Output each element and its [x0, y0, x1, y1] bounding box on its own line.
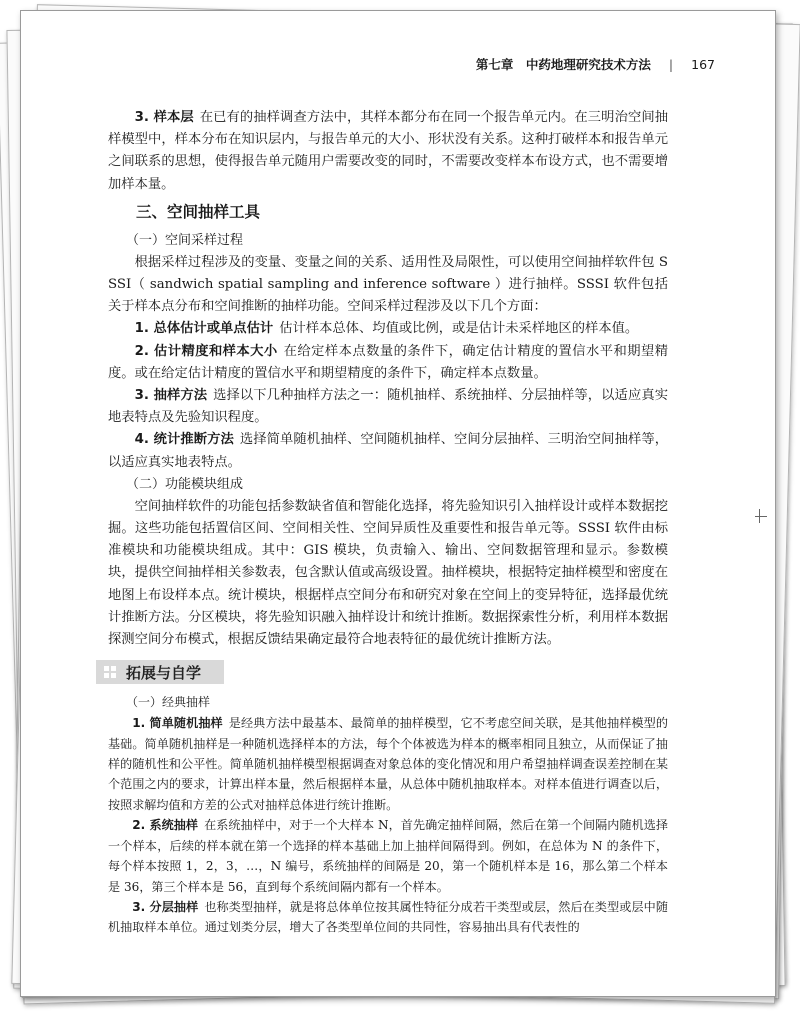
- item-label: 2. 系统抽样: [132, 818, 199, 833]
- header-divider: |: [668, 56, 674, 72]
- subsection-heading: （一）空间采样过程: [126, 232, 244, 248]
- list-item: [108, 341, 668, 385]
- list-item: [108, 815, 668, 897]
- item-label: 1. 总体估计或单点估计: [134, 321, 274, 337]
- list-item: [108, 429, 668, 473]
- book-page: [20, 10, 776, 997]
- item-text: 估计样本总体、均值或比例，或是估计未采样地区的样本值。: [279, 321, 639, 337]
- classic-sampling-list: [108, 713, 668, 937]
- item-text: 选择以下几种抽样方法之一：随机抽样、系统抽样、分层抽样等，以适应真实地表特点及先验知识程度。: [108, 388, 669, 426]
- item-text: 在给定样本点数量的条件下，确定估计精度的置信水平和期望精度。或在给定估计精度的置信水平和期望精度的条件下，确定样本点数量。: [108, 343, 668, 381]
- item-text: 选择简单随机抽样、空间随机抽样、空间分层抽样、三明治空间抽样等，以适应真实地表特点。: [108, 432, 669, 470]
- subsection-heading: （二）功能模块组成: [126, 476, 244, 492]
- band-title: 拓展与自学: [126, 663, 202, 682]
- crop-mark-icon: [755, 509, 767, 523]
- item-label: 4. 统计推断方法: [134, 432, 234, 448]
- paragraph: 根据采样过程涉及的变量、变量之间的关系、适用性及局限性，可以使用空间抽样软件包 SSSI（ sandwich spatial sampling and inference software ）进行抽样。SSSI 软件包括关于样本点分布和空间推断的抽样功能。空间采样过程涉及以下几个方面：: [108, 254, 668, 315]
- item-label: 2. 估计精度和样本大小: [134, 343, 278, 359]
- item-label: 3. 样本层: [134, 110, 194, 125]
- item-label: 3. 分层抽样: [132, 899, 199, 914]
- item-text: 是经典方法中最基本、最简单的抽样模型，它不考虑空间关联，是其他抽样模型的基础。简单随机抽样是一种随机选择样本的方法，每个个体被选为样本的概率相同且独立，从而保证了抽样的随机性和公平性。简单随机抽样模型根据调查对象总体的变化情况和用户希望抽样调查误差控制在某个范围之内的要求，计算出样本量，然后根据样本量，从总体中随机抽取样本。对样本值进行调查以后，按照求解均值和方差的公式对抽样总体进行统计推断。: [108, 716, 668, 812]
- section-heading: 三、空间抽样工具: [136, 202, 261, 221]
- item-text: 在系统抽样中，对于一个大样本 N，首先确定抽样间隔，然后在第一个间隔内随机选择一个样本，后续的样本就在第一个选择的样本基础上加上抽样间隔得到。例如，在总体为 N 的条件下，每个样本按照 1，2，3，…，N 编号，系统抽样的间隔是 20，第一个随机样本是 16，那么第二个样本是 36，第三个样本是 56，直到每个系统间隔内都有一个样本。: [108, 818, 668, 894]
- extension-band: [96, 660, 224, 684]
- sampling-process-list: [108, 318, 668, 473]
- extension-content: [108, 692, 668, 937]
- item-text: 也称类型抽样，就是将总体单位按其属性特征分成若干类型或层，然后在类型或层中随机抽取样本单位。通过划类分层，增大了各类型单位间的共同性，容易抽出具有代表性的: [108, 899, 668, 935]
- running-header: [476, 55, 715, 73]
- paragraph-sample-layer: [108, 107, 668, 196]
- item-label: 1. 简单随机抽样: [132, 716, 223, 731]
- subsection-heading: （一）经典抽样: [126, 695, 211, 710]
- page-content: [108, 107, 668, 938]
- list-item: [108, 897, 668, 938]
- list-item: [108, 713, 668, 815]
- page-number: 167: [691, 56, 715, 72]
- chapter-title: 第七章 中药地理研究技术方法: [475, 57, 651, 72]
- paragraph: 空间抽样软件的功能包括参数缺省值和智能化选择，将先验知识引入抽样设计或样本数据挖掘。这些功能包括置信区间、空间相关性、空间异质性及重要性和报告单元等。SSSI 软件由标准模块和功能模块组成。其中：GIS 模块，负责输入、输出、空间数据管理和显示。参数模块，提供空间抽样相关参数表，包含默认值或高级设置。抽样模块，根据特定抽样模型和密度在地图上布设样本点。统计模块，根据样点空间分布和研究对象在空间上的变异特征，选择最优统计推断方法。分区模块，将先验知识融入抽样设计和统计推断。数据探索性分析，利用样本数据探测空间分布模式，根据反馈结果确定最符合地表特征的最优统计推断方法。: [108, 498, 668, 648]
- grid-icon: [104, 666, 116, 678]
- item-label: 3. 抽样方法: [134, 388, 208, 404]
- item-text: 在已有的抽样调查方法中，其样本都分布在同一个报告单元内。在三明治空间抽样模型中，样本分布在知识层内，与报告单元的大小、形状没有关系。这种打破样本和报告单元之间联系的思想，使得报告单元随用户需要改变的同时，不需要改变样本布设方式，也不需要增加样本量。: [108, 110, 669, 192]
- list-item: [108, 318, 668, 340]
- list-item: [108, 385, 668, 429]
